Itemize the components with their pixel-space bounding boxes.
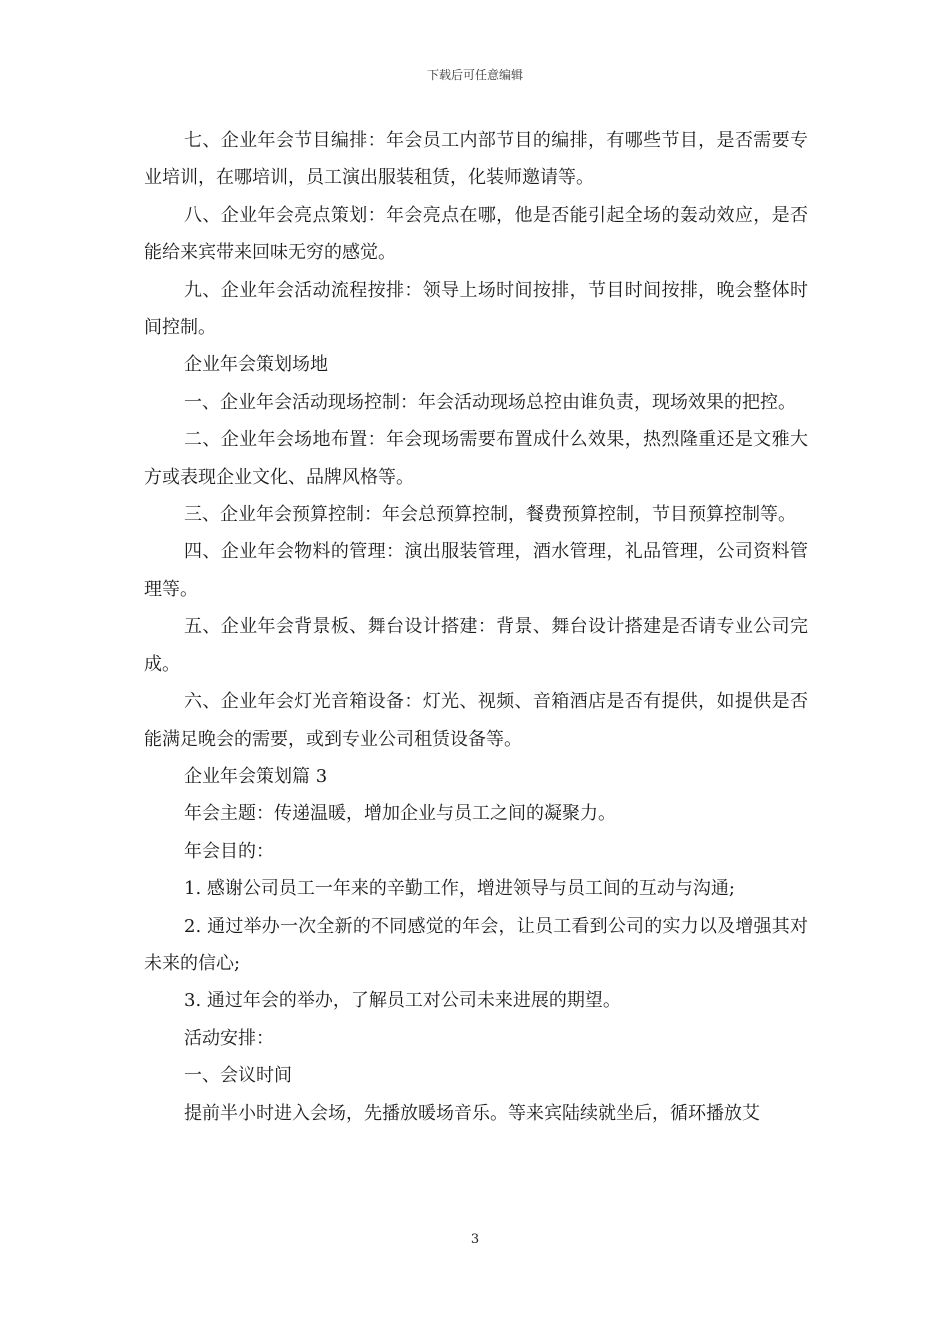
paragraph: 八、企业年会亮点策划：年会亮点在哪，他是否能引起全场的轰动效应，是否能给来宾带来回味无穷的感觉。 bbox=[144, 204, 808, 264]
list-item: 2. 通过举办一次全新的不同感觉的年会，让员工看到公司的实力以及增强其对未来的信心; bbox=[144, 915, 808, 974]
paragraph: 一、企业年会活动现场控制：年会活动现场总控由谁负责，现场效果的把控。 bbox=[184, 391, 796, 413]
section-heading: 企业年会策划场地 bbox=[184, 354, 328, 376]
section-heading: 一、会议时间 bbox=[184, 1065, 292, 1087]
page-header: 下载后可任意编辑 bbox=[426, 68, 523, 82]
page-number: 3 bbox=[470, 1232, 480, 1247]
paragraph: 年会主题：传递温暖，增加企业与员工之间的凝聚力。 bbox=[184, 803, 616, 825]
paragraph: 五、企业年会背景板、舞台设计搭建：背景、舞台设计搭建是否请专业公司完成。 bbox=[144, 616, 808, 675]
paragraph: 活动安排： bbox=[184, 1027, 274, 1049]
paragraph: 四、企业年会物料的管理：演出服装管理，酒水管理，礼品管理，公司资料管理等。 bbox=[144, 541, 808, 600]
paragraph: 年会目的： bbox=[184, 840, 274, 862]
paragraph: 提前半小时进入会场，先播放暖场音乐。等来宾陆续就坐后，循环播放艾 bbox=[184, 1102, 760, 1124]
document-body bbox=[144, 122, 808, 1132]
paragraph: 二、企业年会场地布置：年会现场需要布置成什么效果，热烈隆重还是文雅大方或表现企业文化、品牌风格等。 bbox=[144, 429, 808, 488]
paragraph: 九、企业年会活动流程按排：领导上场时间按排，节目时间按排，晚会整体时间控制。 bbox=[144, 279, 808, 339]
list-item: 1. 感谢公司员工一年来的辛勤工作，增进领导与员工间的互动与沟通; bbox=[184, 878, 735, 900]
section-heading: 企业年会策划篇 3 bbox=[184, 765, 328, 787]
paragraph: 七、企业年会节目编排：年会员工内部节目的编排，有哪些节目，是否需要专业培训，在哪培训，员工演出服装租赁，化装师邀请等。 bbox=[144, 130, 808, 189]
list-item: 3. 通过年会的举办，了解员工对公司未来进展的期望。 bbox=[184, 990, 621, 1012]
paragraph: 六、企业年会灯光音箱设备：灯光、视频、音箱酒店是否有提供，如提供是否能满足晚会的需要，或到专业公司租赁设备等。 bbox=[144, 691, 808, 750]
paragraph: 三、企业年会预算控制：年会总预算控制，餐费预算控制，节目预算控制等。 bbox=[184, 504, 796, 526]
